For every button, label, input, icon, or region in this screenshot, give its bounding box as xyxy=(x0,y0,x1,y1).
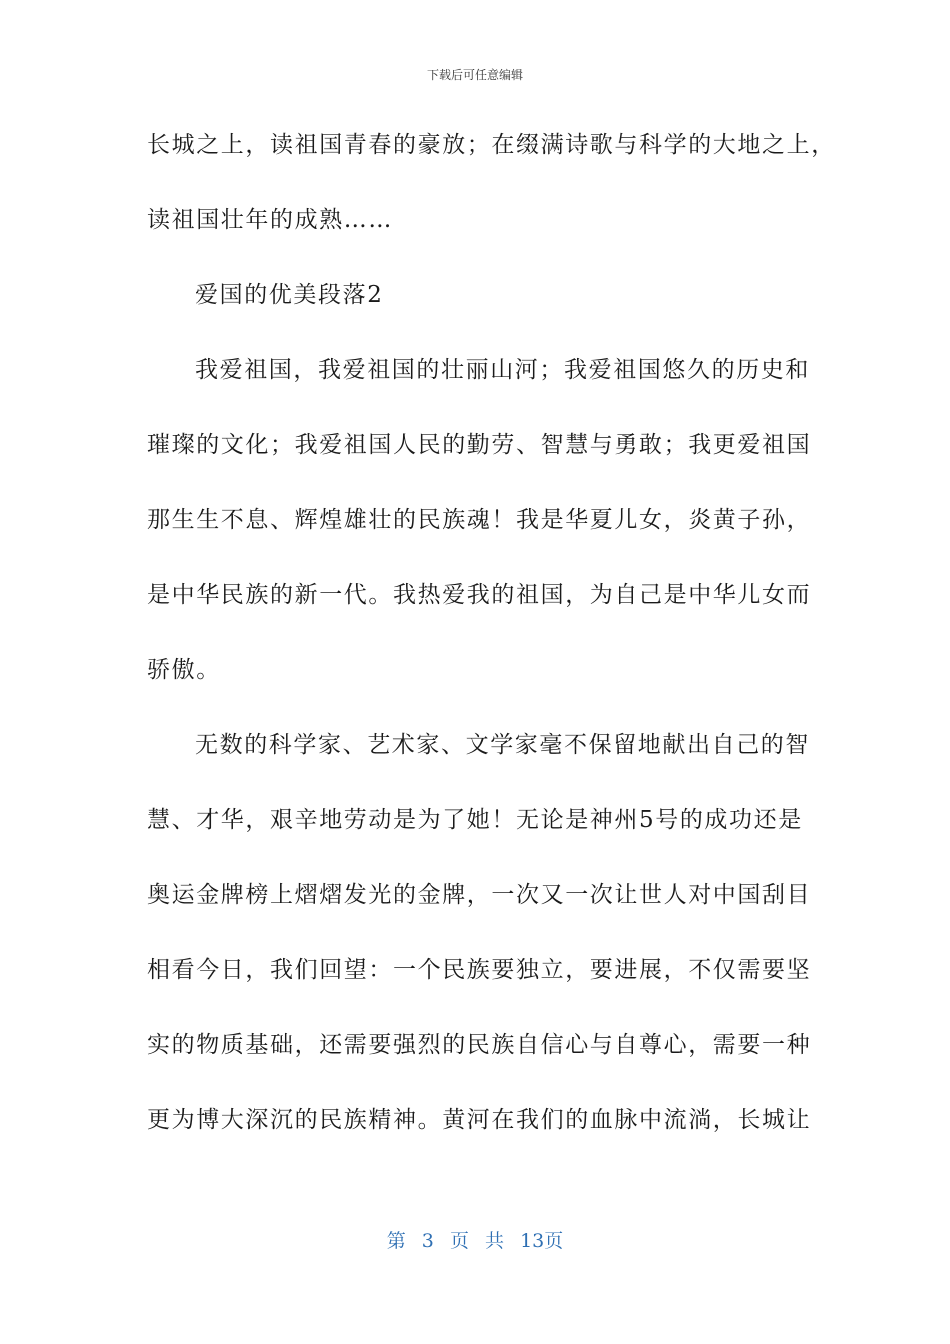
page-number-footer xyxy=(0,1226,950,1253)
text-line: 我爱祖国，我爱祖国的壮丽山河；我爱祖国悠久的历史和 xyxy=(195,357,810,383)
document-body xyxy=(147,120,836,1170)
footer-label-page: 第 xyxy=(386,1230,406,1252)
text-line: 更为博大深沉的民族精神。黄河在我们的血脉中流淌，长城让 xyxy=(147,1107,812,1133)
footer-current-page: 3 xyxy=(421,1230,434,1252)
footer-label-total: 共 xyxy=(485,1230,505,1252)
text-line: 那生生不息、辉煌雄壮的民族魂！我是华夏儿女，炎黄子孙， xyxy=(147,507,812,533)
text-line: 璀璨的文化；我爱祖国人民的勤劳、智慧与勇敢；我更爱祖国 xyxy=(147,432,812,458)
text-line: 相看今日，我们回望：一个民族要独立，要进展，不仅需要坚 xyxy=(147,957,812,983)
footer-label-ye: 页 xyxy=(449,1230,469,1252)
section-heading: 爱国的优美段落2 xyxy=(195,282,384,308)
footer-total-pages: 13页 xyxy=(520,1230,564,1252)
text-line: 长城之上，读祖国青春的豪放；在缀满诗歌与科学的大地之上， xyxy=(147,132,836,158)
text-line: 无数的科学家、艺术家、文学家毫不保留地献出自己的智 xyxy=(195,732,810,758)
text-line: 是中华民族的新一代。我热爱我的祖国，为自己是中华儿女而 xyxy=(147,582,812,608)
text-line: 奥运金牌榜上熠熠发光的金牌，一次又一次让世人对中国刮目 xyxy=(147,882,812,908)
text-line: 慧、才华，艰辛地劳动是为了她！无论是神州5号的成功还是 xyxy=(147,807,803,833)
header-note: 下载后可任意编辑 xyxy=(426,68,523,82)
text-line: 读祖国壮年的成熟…… xyxy=(147,207,393,233)
text-line: 实的物质基础，还需要强烈的民族自信心与自尊心，需要一种 xyxy=(147,1032,812,1058)
text-line: 骄傲。 xyxy=(147,657,221,683)
